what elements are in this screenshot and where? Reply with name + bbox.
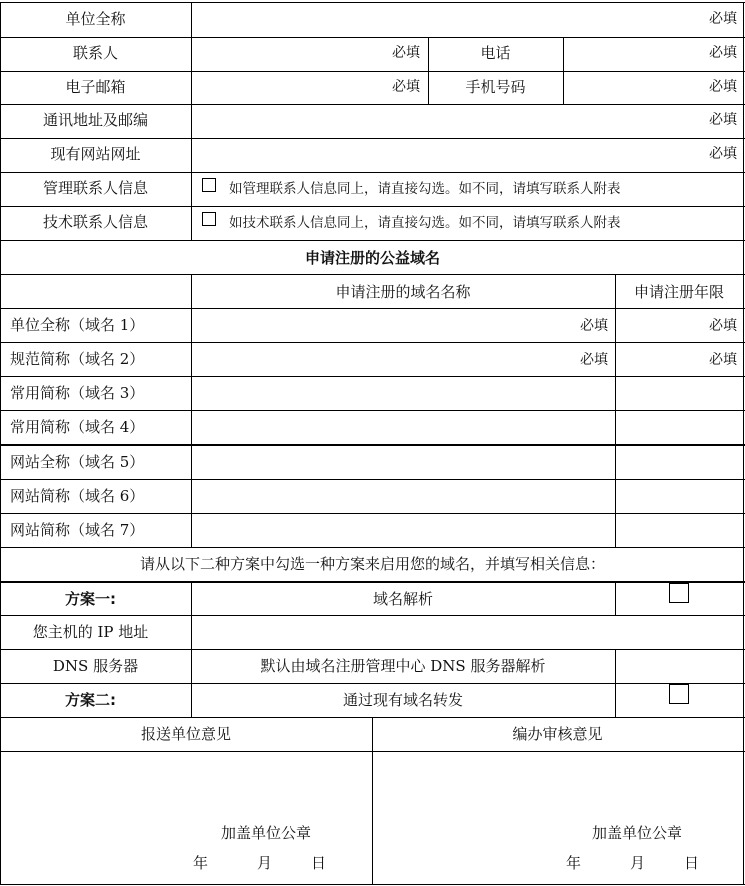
domain-row-label: 网站简称（域名 6） [10, 487, 145, 505]
rule [0, 240, 745, 241]
rule [0, 683, 745, 684]
domains-section-title: 申请注册的公益域名 [304, 249, 440, 267]
rule [0, 2, 745, 3]
mobile-field[interactable]: 必填 [709, 79, 737, 95]
domain-row-label: 单位全称（域名 1） [10, 316, 145, 334]
domain-row-label: 常用简称（域名 4） [10, 418, 145, 436]
registration-years-header: 申请注册年限 [633, 283, 724, 301]
email-field[interactable]: 必填 [392, 79, 420, 95]
rule [0, 274, 745, 275]
plan2-text: 通过现有域名转发 [342, 691, 463, 709]
address-label: 通讯地址及邮编 [42, 111, 148, 129]
review-seal-text: 加盖单位公章 [592, 824, 683, 842]
rule [0, 37, 745, 38]
review-month: 月 [630, 854, 646, 872]
submit-day: 日 [311, 854, 327, 872]
plan1-text: 域名解析 [372, 590, 433, 608]
rule [0, 104, 745, 105]
rule [191, 2, 192, 240]
rule [0, 547, 745, 548]
domain-years-field[interactable]: 必填 [709, 352, 737, 368]
rule [0, 308, 745, 309]
domain-name-header: 申请注册的域名名称 [335, 283, 471, 301]
domain-row-label: 网站简称（域名 7） [10, 521, 145, 539]
rule [0, 342, 745, 343]
email-label: 电子邮箱 [65, 78, 126, 96]
review-year: 年 [566, 854, 582, 872]
review-opinion-header: 编办审核意见 [512, 725, 603, 743]
rule [191, 274, 192, 548]
rule [615, 581, 616, 616]
domain-name-field[interactable]: 必填 [580, 318, 608, 334]
plan1-label: 方案一: [65, 590, 116, 608]
rule [563, 37, 564, 105]
tech-contact-checkbox[interactable] [202, 212, 216, 226]
dns-label: DNS 服务器 [52, 657, 139, 675]
rule [0, 410, 745, 411]
rule [0, 513, 745, 514]
submit-seal-text: 加盖单位公章 [221, 824, 312, 842]
rule [0, 2, 1, 885]
address-field[interactable]: 必填 [709, 112, 737, 128]
org-full-name-field[interactable]: 必填 [709, 11, 737, 27]
phone-field[interactable]: 必填 [709, 45, 737, 61]
website-field[interactable]: 必填 [709, 146, 737, 162]
contact-person-field[interactable]: 必填 [392, 45, 420, 61]
domain-row-label: 网站全称（域名 5） [10, 453, 145, 471]
domain-row-label: 规范简称（域名 2） [10, 350, 145, 368]
rule [615, 274, 616, 548]
rule [0, 479, 745, 480]
submit-month: 月 [257, 854, 273, 872]
rule [0, 649, 745, 650]
domain-name-field[interactable]: 必填 [580, 352, 608, 368]
website-label: 现有网站网址 [50, 145, 141, 163]
rule [743, 2, 744, 885]
mobile-label: 手机号码 [465, 78, 526, 96]
domain-row-label: 常用简称（域名 3） [10, 384, 145, 402]
tech-contact-note: 如技术联系人信息同上，请直接勾选。如不同，请填写联系人附表 [229, 215, 621, 231]
org-full-name-label: 单位全称 [65, 10, 126, 28]
admin-contact-note: 如管理联系人信息同上，请直接勾选。如不同，请填写联系人附表 [229, 181, 621, 197]
admin-contact-checkbox[interactable] [202, 178, 216, 192]
rule [0, 615, 745, 616]
plan2-checkbox[interactable] [669, 684, 689, 704]
rule [0, 444, 745, 446]
admin-contact-label: 管理联系人信息 [42, 179, 148, 197]
submit-opinion-header: 报送单位意见 [140, 725, 231, 743]
rule [0, 138, 745, 139]
ip-address-label: 您主机的 IP 地址 [32, 623, 149, 641]
submit-year: 年 [193, 854, 209, 872]
review-day: 日 [684, 854, 700, 872]
rule [0, 581, 745, 583]
plan2-label: 方案二: [65, 691, 116, 709]
rule [0, 71, 745, 72]
rule [615, 649, 616, 718]
plan1-checkbox[interactable] [669, 583, 689, 603]
rule [0, 376, 745, 377]
rule [0, 172, 745, 173]
tech-contact-label: 技术联系人信息 [42, 213, 148, 231]
rule [0, 206, 745, 207]
phone-label: 电话 [480, 44, 511, 62]
rule [372, 717, 373, 885]
dns-text: 默认由域名注册管理中心 DNS 服务器解析 [260, 657, 546, 675]
domain-years-field[interactable]: 必填 [709, 318, 737, 334]
contact-person-label: 联系人 [72, 44, 118, 62]
plans-instruction: 请从以下二种方案中勾选一种方案来启用您的域名，并填写相关信息： [139, 555, 605, 573]
